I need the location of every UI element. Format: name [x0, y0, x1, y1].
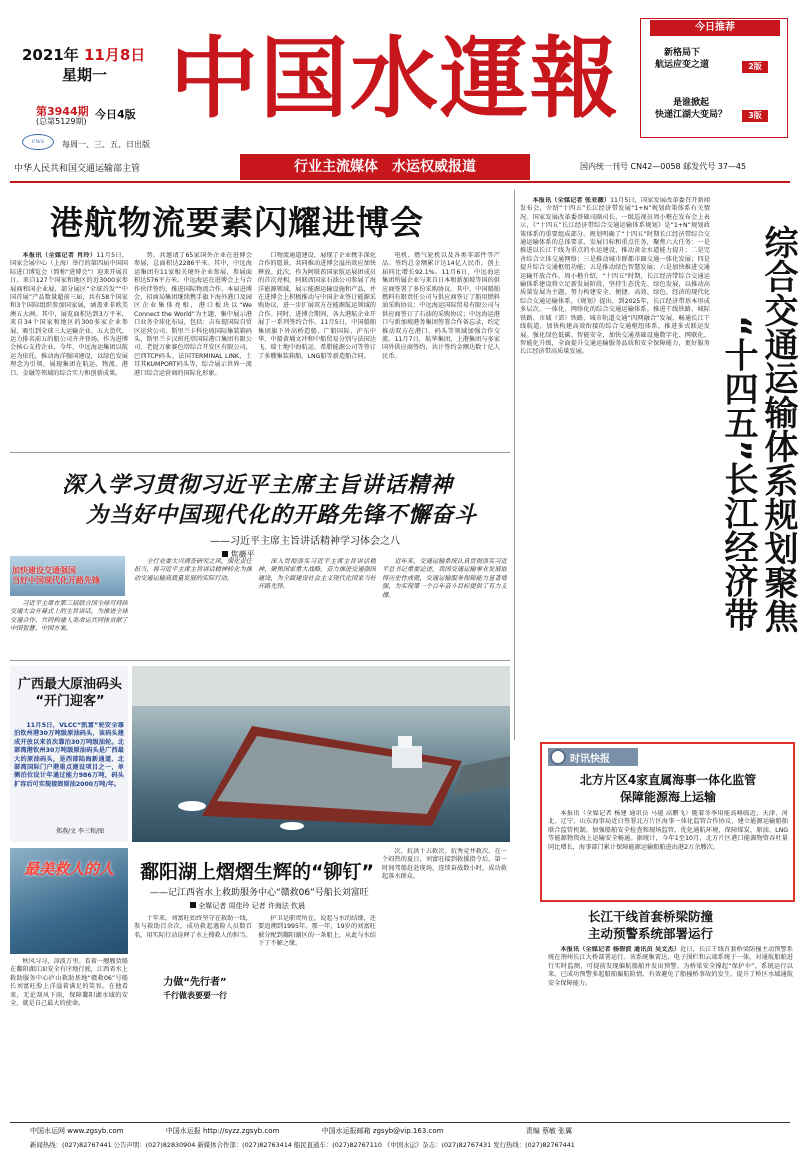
lead-col-4: 电机、燃气轮机以及各类零部件等产品。签约总金额累计达14亿人民币，创上届同比增长92.1%。11月6日，中远海运集团所属企业与来自日本和新加坡等国的供应商签署了多份采购协议。其中，中国船舶燃料有限责任公司与供应商签订了船用燃料油采购协议；中远海运国际贸易有限公司与供应商签订了石油的采购协议；中远海运港口与新加坡港务集团签署合作备忘录，约定推动双方在港口、码头等领域加强合作交流。11月7日，航华集团、上港集团与多家国外供应商签约，共计签约金额达数十亿人民币。	[382, 252, 500, 360]
brief-label: 时讯快报	[570, 754, 610, 765]
feature-col-2: 全行业要大兴调查研究之风，强化责任担当，将习近平主席主旨讲话精神转化为推动交通运输高质量发展的实际行动。	[134, 558, 252, 582]
masthead-divider	[10, 181, 790, 183]
lead-headline: 港航物流要素闪耀进博会	[50, 203, 424, 242]
publication-frequency: 每周一、三、五、日出版	[62, 140, 150, 149]
today-item-2-page: 3版	[742, 110, 768, 122]
feature-subtitle: ——习近平主席主旨讲话精神学习体会之八	[210, 536, 400, 547]
poyang-subtitle: ——记江西省水上救助服务中心“赣救06”号船长刘富旺	[150, 888, 369, 898]
poyang-col-1: 秋风习习，凉波万里。看着一艘艘货船在鄱阳湖江面安全有序地行驶，江西省水上救助服务中心庐山救助基地“赣救06”号船长刘富旺脸上洋溢着满足的笑容。在他看来，无论刮风下雨，保障鄱阳湖水域的安全，就是自己最大的使命。	[10, 958, 128, 1008]
today-item-2[interactable]: 是谁掀起 快递江湖大变局？	[655, 98, 728, 120]
port-photo	[132, 666, 510, 842]
feature-col-4: 近年来，交通运输系统认真贯彻落实习近平总书记重要论述，我国交通运输事业发展取得历史性成就，交通运输服务保障能力显著增强，为实现第一个百年奋斗目标提供了有力支撑。	[382, 558, 507, 599]
issue-total: (总第5129期)	[36, 117, 87, 126]
tanker-ship-illustration	[132, 666, 510, 842]
today-item-1-page: 2版	[742, 61, 768, 73]
lead-col-1: 本报讯（全媒记者 肖玲）11月5日，国家会展中心（上海）举行的第四届中国国际进口博览会（简称“进博会”）迎来开展首日。来自127个国家和地区的近3000家参展商和国企业展，部分展区“全球首发”“中国首展”产品数量超前三届，共有58个国家和3个国际组织参加国家展，涵盖亚非欧美澳五大洲。其中，展览面积达到3万平米，来自34个国家和地区的300多家企业参展，吸引到全球三大运输企业、五大货代、运力排名前五的船公司齐齐登场。作为进博会核心支持企业，今年，中远海运集团以航运为依托，推动海洋强国建设，以绿色发展理念为引领，展现集团在航运、物流、港口、金融等领域的综合实力和创新成果。	[10, 252, 128, 377]
logo-icon: CWS	[22, 134, 54, 150]
masthead-date: 2021年 11月8日	[22, 46, 146, 64]
feature-headline-1: 深入学习贯彻习近平主席主旨讲话精神	[62, 473, 454, 498]
right-story-headline-2: “十四五”长江经济带	[718, 315, 758, 632]
publication-codes: 国内统一刊号 CN42—0058 邮发代号 37—45	[580, 162, 747, 171]
lead-divider	[10, 452, 510, 453]
brief-text: 本报讯（全媒记者 杨建 通讯员 马越 高鹏飞）随着冬季用能高峰临近，天津、河北、辽宁、山东海事局近日签署北方片区海事一体化监管合作协议，建立能源运输船舶联合监管机制，加强船舶安全检查和现场监管，优化通航环境，保障煤炭、原油、LNG等能源物资海上运输安全畅通。据统计，今年1至10月，北方片区港口能源物资吞吐量同比增长，海事部门累计保障能源运输船舶进出港2万余艘次。	[548, 810, 788, 851]
yangtze-headline: 长江干线首套桥梁防撞 主动预警系统部署运行	[588, 909, 714, 941]
feature-photo-caption: 加快建设交通强国 当好中国现代化开路先锋	[12, 566, 100, 585]
poyang-col-3: 护卫是职责所在，说起与水的结缘，还要追溯到1995年。那一年，19岁的刘富旺被分配到鄱阳湖区的一条船上，从此与水结下了不解之缘。	[258, 915, 376, 948]
poyang-subheading: 力做“先行者” 千行做表要要一行	[163, 977, 227, 1000]
footer-row-1: 中国水运网 www.zgsyb.com 中国水运报 http://syzz.zgsyb.com 中国水运报邮箱 zgsyb@vip.163.com 责编 蔡敏 张翼	[30, 1127, 573, 1135]
today-recommend-label: 今日推荐	[650, 20, 780, 36]
brief-headline: 北方片区4家直属海事一体化监管 保障能源海上运输	[579, 773, 757, 804]
right-story-headline-1: 综合交通运输体系规划聚焦	[758, 225, 798, 633]
poyang-col-4: 次、抗洪十五救次、抗秀竞井救次。在一个闷热的夏日，刘富旺接到救援指令后，第一时间驾船赶赴现场，连续奋战数小时，成功救起落水群众。	[382, 848, 507, 881]
port-headline: 广西最大原油码头 “开门迎客”	[17, 677, 122, 709]
yangtze-text: 本报讯（全媒记者 杨碧波 通讯员 吴文杰）近日，长江干线首套桥梁防撞主动预警系统在荆州长江大桥部署运行。该系统集雷达、电子围栏和云端系统于一体，对通航船舶进行实时监测，可提前发现偏航船舶并发出预警，为桥梁安全撑起“保护伞”。系统运行以来，已成功预警多起船舶偏航险情，有效避免了船撞桥事故的发生，提升了桥区水域通航安全保障能力。	[548, 946, 793, 987]
feature-col-3: 深入贯彻落实习近平主席主旨讲话精神，聚焦国家重大战略，奋力推进交通强国建设，为全面建设社会主义现代化国家当好开路先锋。	[258, 558, 376, 591]
feature-col-1: 习近平主席在第三届联合国全球可持续交通大会开幕式上的主旨讲话，为推进全球交通合作、共同构建人类命运共同体贡献了中国智慧、中国方案。	[10, 600, 128, 633]
today-item-1[interactable]: 新格局下 航运应变之道	[655, 48, 710, 70]
clock-icon	[550, 749, 566, 765]
feature-headline-2: 为当好中国现代化的开路先锋不懈奋斗	[86, 503, 478, 528]
poyang-byline: 全媒记者 周佳玲 记者 许海法 钦晨	[190, 901, 305, 911]
feature-author: 焦薇平	[222, 549, 255, 560]
slogan-bar: 行业主流媒体 水运权威报道	[240, 154, 530, 180]
newspaper-title: 中国水運報	[170, 26, 621, 130]
issue-number: 第3944期	[36, 105, 89, 118]
right-story-text: 本报讯（全媒记者 张亚薇）11月5日，国家发展改革委召开新闻发布会，介绍“十四五”长江经济带发展“1+N”规划政策体系有关情况。国家发展改革委基础司副司长、一级巡视员周小楷在发布会上表示，《“十四五”长江经济带综合交通运输体系规划》是“1+N”规划政策体系的重要组成部分。规划明确了“十四五”时期长江经济带综合交通运输体系的总体要求、发展目标和重点任务，聚焦六大任务：一是推进以长江干线为重点的水运建设，推动黄金水道能力提升；二是完善综合立体交通网络；三是推动城市群都市圈交通一体化发展；四是提升综合交通枢纽功能；五是推动绿色智慧发展；六是加快推进交通运输开放合作。周小楷介绍，“十四五”时期，长江经济带综合交通运输体系建设将立足新发展阶段，坚持生态优先、绿色发展，以推动高质量发展为主题，努力构建安全、便捷、高效、绿色、经济的现代化综合交通运输体系。《规划》提出，到2025年，长江经济带基本形成多层次、一体化、网络化的综合交通运输体系。推进干线铁路、城际铁路、市域（郊）铁路、城市轨道交通“四网融合”发展，畅通长江干线航道，加快构建高效衔接的综合交通枢纽体系，推进多式联运发展。强化绿色低碳、智能安全，加快交通基础设施数字化、网联化、智能化升级，全面提升交通运输服务品质和安全保障能力，更好服务长江经济带高质量发展。	[520, 197, 710, 356]
poyang-headline: 鄱阳湖上熠熠生辉的“铆钉”	[140, 861, 374, 883]
port-caption: 11月5日，VLCC“凯富”轮安全靠泊钦州港30万吨级原油码头，该码头建成开放以来首次靠泊30万吨级油轮。北部湾港钦州30万吨级原油码头是广西最大的原油码头，是西部陆海新通道、北部湾国际门户港重点建设项目之一，单侧泊位设计年通过能力986万吨，码头扩容后可实现接卸原油2000万吨/年。	[14, 722, 124, 788]
footer-divider	[10, 1122, 790, 1123]
feature-divider	[10, 660, 510, 661]
lead-col-2: 势。共邀请了65家国外企业在进博会参展，总面积达2286平米。其中，中远海运集团有11家相关境外企业参展，参展面积达576平方米。中远海运在进博会上与合作伙伴签约，推进国际物流合作。本届进博会，招商局集团继续携手旗下海外港口及园区企业集体亮相，港口板块以“We Connect the World”为主题，集中展示港口业务全球化布局，包括：吉布提国际自贸区运营公司、斯里兰卡科伦坡国际集装箱码头、斯里兰卡汉班托塔国际港口集团有限公司、老挝万象赛色塔综合开发区有限公司，巴西TCP码头、法国TERMINAL LINK、土耳其KUMPORT码头等，综合展示世界一流港口综合运营商的国际化形象。	[134, 252, 252, 377]
poyang-col-2: 十年来，刘富旺始终坚守在救助一线，参与救助百余次，成功救起遇险人员数百名，用实际行动诠释了水上搜救人的担当。	[134, 915, 252, 939]
poyang-photo-label: 最美救人的人	[23, 860, 114, 878]
sponsor-line: 中华人民共和国交通运输部主管	[14, 164, 141, 174]
page-count: 今日4版	[95, 108, 136, 121]
masthead-weekday: 星期一	[62, 66, 108, 84]
lead-col-3: 口物流通道建设，展现了企业携手深化合作的愿景，共同推动进博会溢出效应加快释放。此次，作为阿联酋国家航运展团成员的首次亮相，阿联酋国家石油公司参展了海洋能源领域，展示能源运输设施和产品，并在进博会上积极推动与中国企业签订能源采购协议，进一步扩展双方在能源航运领域的合作。同时，进博会期间，各大港航企业开展了一系列签约合作。11月5日，中国船舶集团旗下外高桥造船、广船国际、沪东中华、中船黄埔文冲和中船贸易分别与法国达飞、瑞士地中海航运、希腊能源公司等签订了多艘集装箱船、LNG船等新造船合同。	[258, 252, 376, 360]
footer-row-2: 新闻热线：(027)82767441 公告声明：(027)82830904 新媒体合作部：(027)82763414 船民直通车：(027)82767110 《中国水运》杂志：(027)82767431 发行热线：(027)82767441	[30, 1141, 575, 1149]
port-credit: 郑燕/文 李三和/图	[56, 828, 104, 835]
right-vertical-rule	[514, 190, 515, 740]
